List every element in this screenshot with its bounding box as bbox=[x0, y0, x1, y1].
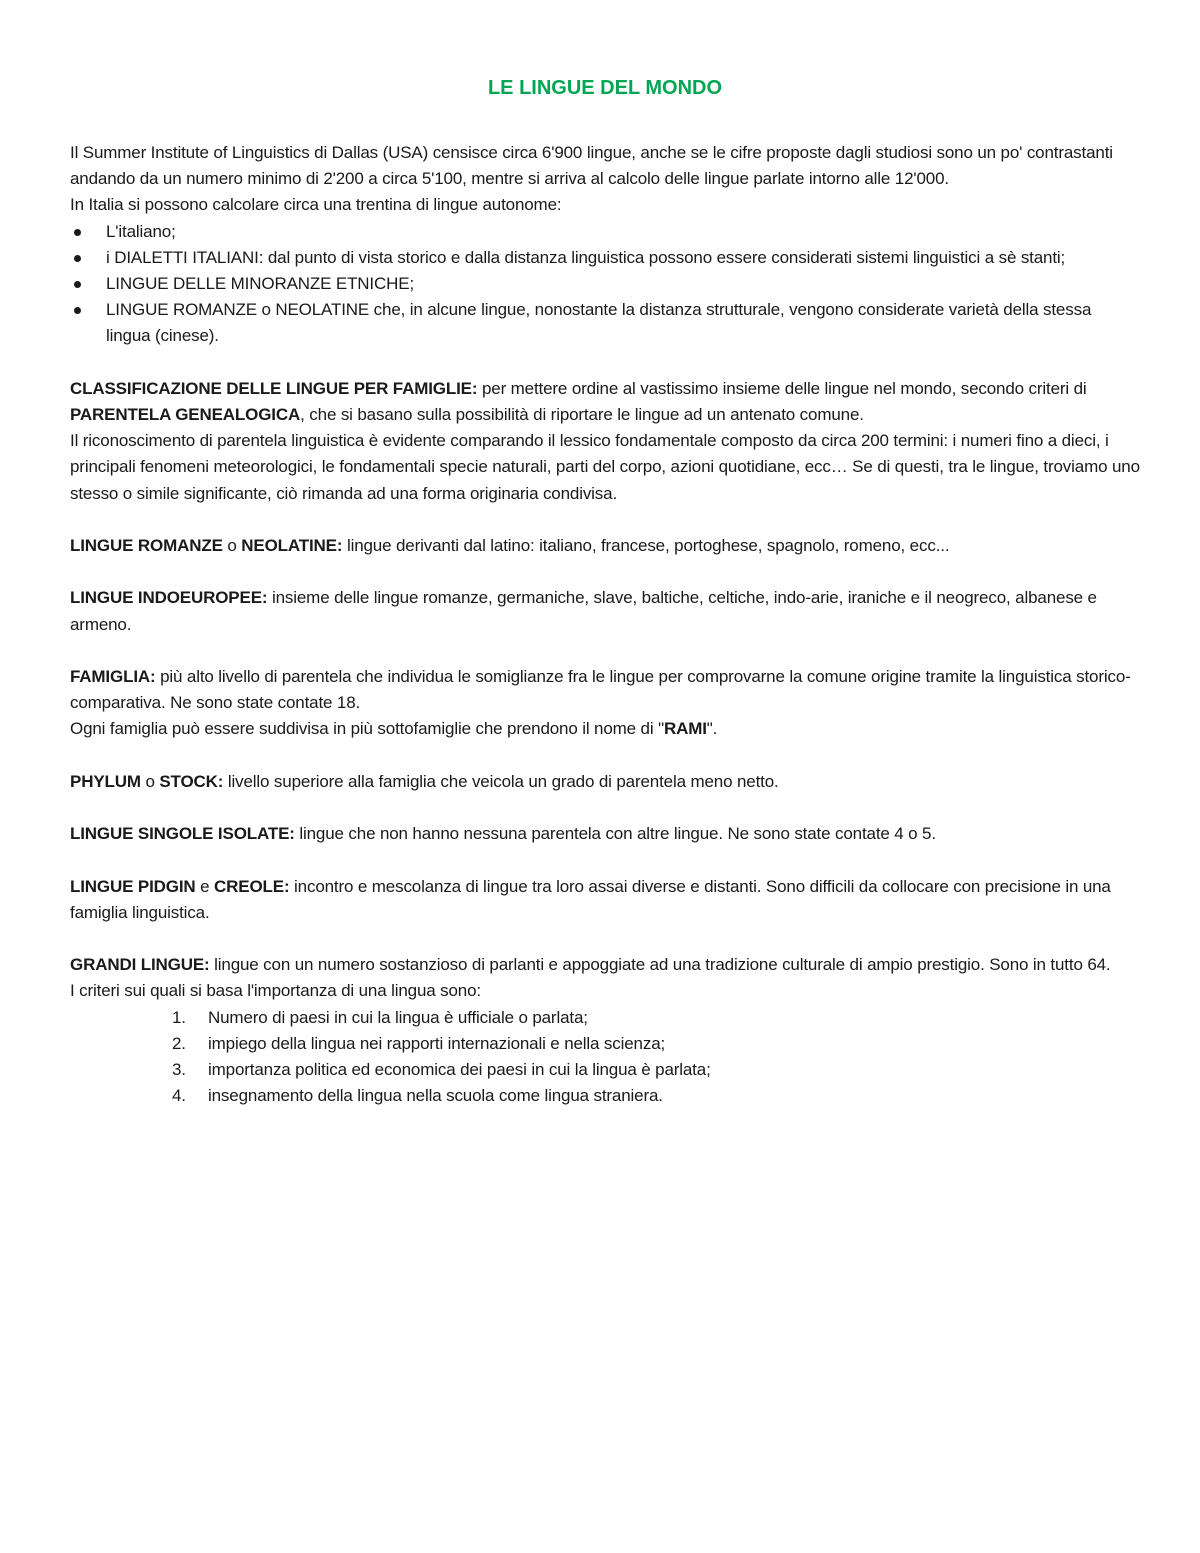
list-number: 1. bbox=[172, 1007, 186, 1027]
list-item-text: LINGUE ROMANZE o NEOLATINE che, in alcune lingue, nonostante la distanza strutturale, vengono considerate varietà della stessa lingua (cinese). bbox=[106, 300, 1092, 346]
family-definition: FAMIGLIA: più alto livello di parentela che individua le somiglianze fra le lingue per comprovarne la comune origine tramite la linguistica storico-comparativa. Ne sono state contate 18. bbox=[70, 667, 1131, 713]
major-languages-definition: GRANDI LINGUE: lingue con un numero sostanzioso di parlanti e appoggiate ad una tradizione culturale di ampio prestigio. Sono in tutto 64. bbox=[70, 955, 1111, 975]
criteria-intro: I criteri sui quali si basa l'importanza di una lingua sono: bbox=[70, 981, 481, 1001]
document-title: LE LINGUE DEL MONDO bbox=[487, 77, 723, 99]
classification-term: CLASSIFICAZIONE DELLE LINGUE PER FAMIGLIE: bbox=[70, 378, 478, 398]
genealogical-term: PARENTELA GENEALOGICA bbox=[70, 405, 301, 425]
list-item bbox=[70, 297, 1140, 349]
romance-languages-definition: LINGUE ROMANZE o NEOLATINE: lingue derivanti dal latino: italiano, francese, portoghese, spagnolo, romeno, ecc... bbox=[70, 536, 950, 556]
list-item bbox=[70, 271, 1140, 297]
list-item-text: impiego della lingua nei rapporti internazionali e nella scienza; bbox=[208, 1033, 666, 1053]
list-item bbox=[70, 1083, 1140, 1109]
definition-term: LINGUE PIDGIN bbox=[70, 876, 196, 896]
list-item bbox=[70, 1031, 1140, 1057]
list-item-text: i DIALETTI ITALIANI: dal punto di vista storico e dalla distanza linguistica possono essere considerati sistemi linguistici a sè stanti; bbox=[106, 247, 1066, 267]
isolate-languages-definition: LINGUE SINGOLE ISOLATE: lingue che non hanno nessuna parentela con altre lingue. Ne sono state contate 4 o 5. bbox=[70, 824, 936, 844]
branches-term: RAMI bbox=[663, 719, 707, 739]
intro-paragraph: Il Summer Institute of Linguistics di Dallas (USA) censisce circa 6'900 lingue, anche se le cifre proposte dagli studiosi sono un po' contrastanti andando da un numero minimo di 2'200 a circa 5'100, mentre si arriva al calcolo delle lingue parlate intorno alle 12'000. bbox=[70, 143, 1113, 189]
italy-language-list bbox=[70, 219, 1140, 350]
bullet-icon bbox=[74, 281, 81, 288]
list-item-text: insegnamento della lingua nella scuola come lingua straniera. bbox=[208, 1086, 663, 1106]
list-item bbox=[70, 1005, 1140, 1031]
criteria-list bbox=[70, 1005, 1140, 1110]
classification-paragraph: CLASSIFICAZIONE DELLE LINGUE PER FAMIGLIE: per mettere ordine al vastissimo insieme delle lingue nel mondo, secondo criteri di PARENTELA GENEALOGICA, che si basano sulla possibilità di riportare le lingue ad un antenato comune. bbox=[70, 378, 1087, 425]
definition-term: LINGUE SINGOLE ISOLATE: bbox=[70, 824, 295, 844]
list-number: 4. bbox=[172, 1086, 186, 1106]
list-item bbox=[70, 219, 1140, 245]
list-item-text: importanza politica ed economica dei paesi in cui la lingua è parlata; bbox=[208, 1059, 711, 1079]
list-item-text: LINGUE DELLE MINORANZE ETNICHE; bbox=[106, 274, 415, 294]
list-number: 2. bbox=[172, 1033, 186, 1053]
indoeuropean-definition: LINGUE INDOEUROPEE: insieme delle lingue romanze, germaniche, slave, baltiche, celtiche, indo-arie, iraniche e il neogreco, albanese e armeno. bbox=[70, 588, 1097, 634]
definition-term: LINGUE INDOEUROPEE: bbox=[70, 588, 268, 608]
pidgin-creole-definition: LINGUE PIDGIN e CREOLE: incontro e mescolanza di lingue tra loro assai diverse e distanti. Sono difficili da collocare con precisione in una famiglia linguistica. bbox=[70, 876, 1111, 922]
phylum-definition: PHYLUM o STOCK: livello superiore alla famiglia che veicola un grado di parentela meno netto. bbox=[70, 771, 779, 791]
definition-term: LINGUE ROMANZE bbox=[70, 536, 223, 556]
definition-term: FAMIGLIA: bbox=[70, 667, 156, 686]
family-branches-paragraph: Ogni famiglia può essere suddivisa in più sottofamiglie che prendono il nome di "RAMI". bbox=[70, 719, 718, 739]
definition-term: PHYLUM bbox=[70, 771, 141, 791]
list-item bbox=[70, 245, 1140, 271]
kinship-paragraph: Il riconoscimento di parentela linguistica è evidente comparando il lessico fondamentale composto da circa 200 termini: i numeri fino a dieci, i principali fenomeni meteorologici, le fondamentali specie naturali, parti del corpo, azioni quotidiane, ecc… Se di questi, tra le lingue, troviamo uno stesso o simile significante, ciò rimanda ad una forma originaria condivisa. bbox=[70, 431, 1140, 503]
bullet-icon bbox=[74, 307, 81, 314]
list-item-text: L'italiano; bbox=[106, 221, 176, 241]
bullet-icon bbox=[74, 255, 81, 262]
definition-term: NEOLATINE: bbox=[241, 536, 343, 556]
definition-term: STOCK: bbox=[159, 771, 224, 791]
italy-paragraph: In Italia si possono calcolare circa una trentina di lingue autonome: bbox=[70, 195, 562, 215]
bullet-icon bbox=[74, 229, 81, 236]
list-item-text: Numero di paesi in cui la lingua è ufficiale o parlata; bbox=[208, 1007, 588, 1027]
list-number: 3. bbox=[172, 1059, 186, 1079]
list-item bbox=[70, 1057, 1140, 1083]
document-page bbox=[70, 72, 1140, 1109]
definition-term: CREOLE: bbox=[214, 876, 290, 896]
definition-term: GRANDI LINGUE: bbox=[70, 955, 210, 975]
